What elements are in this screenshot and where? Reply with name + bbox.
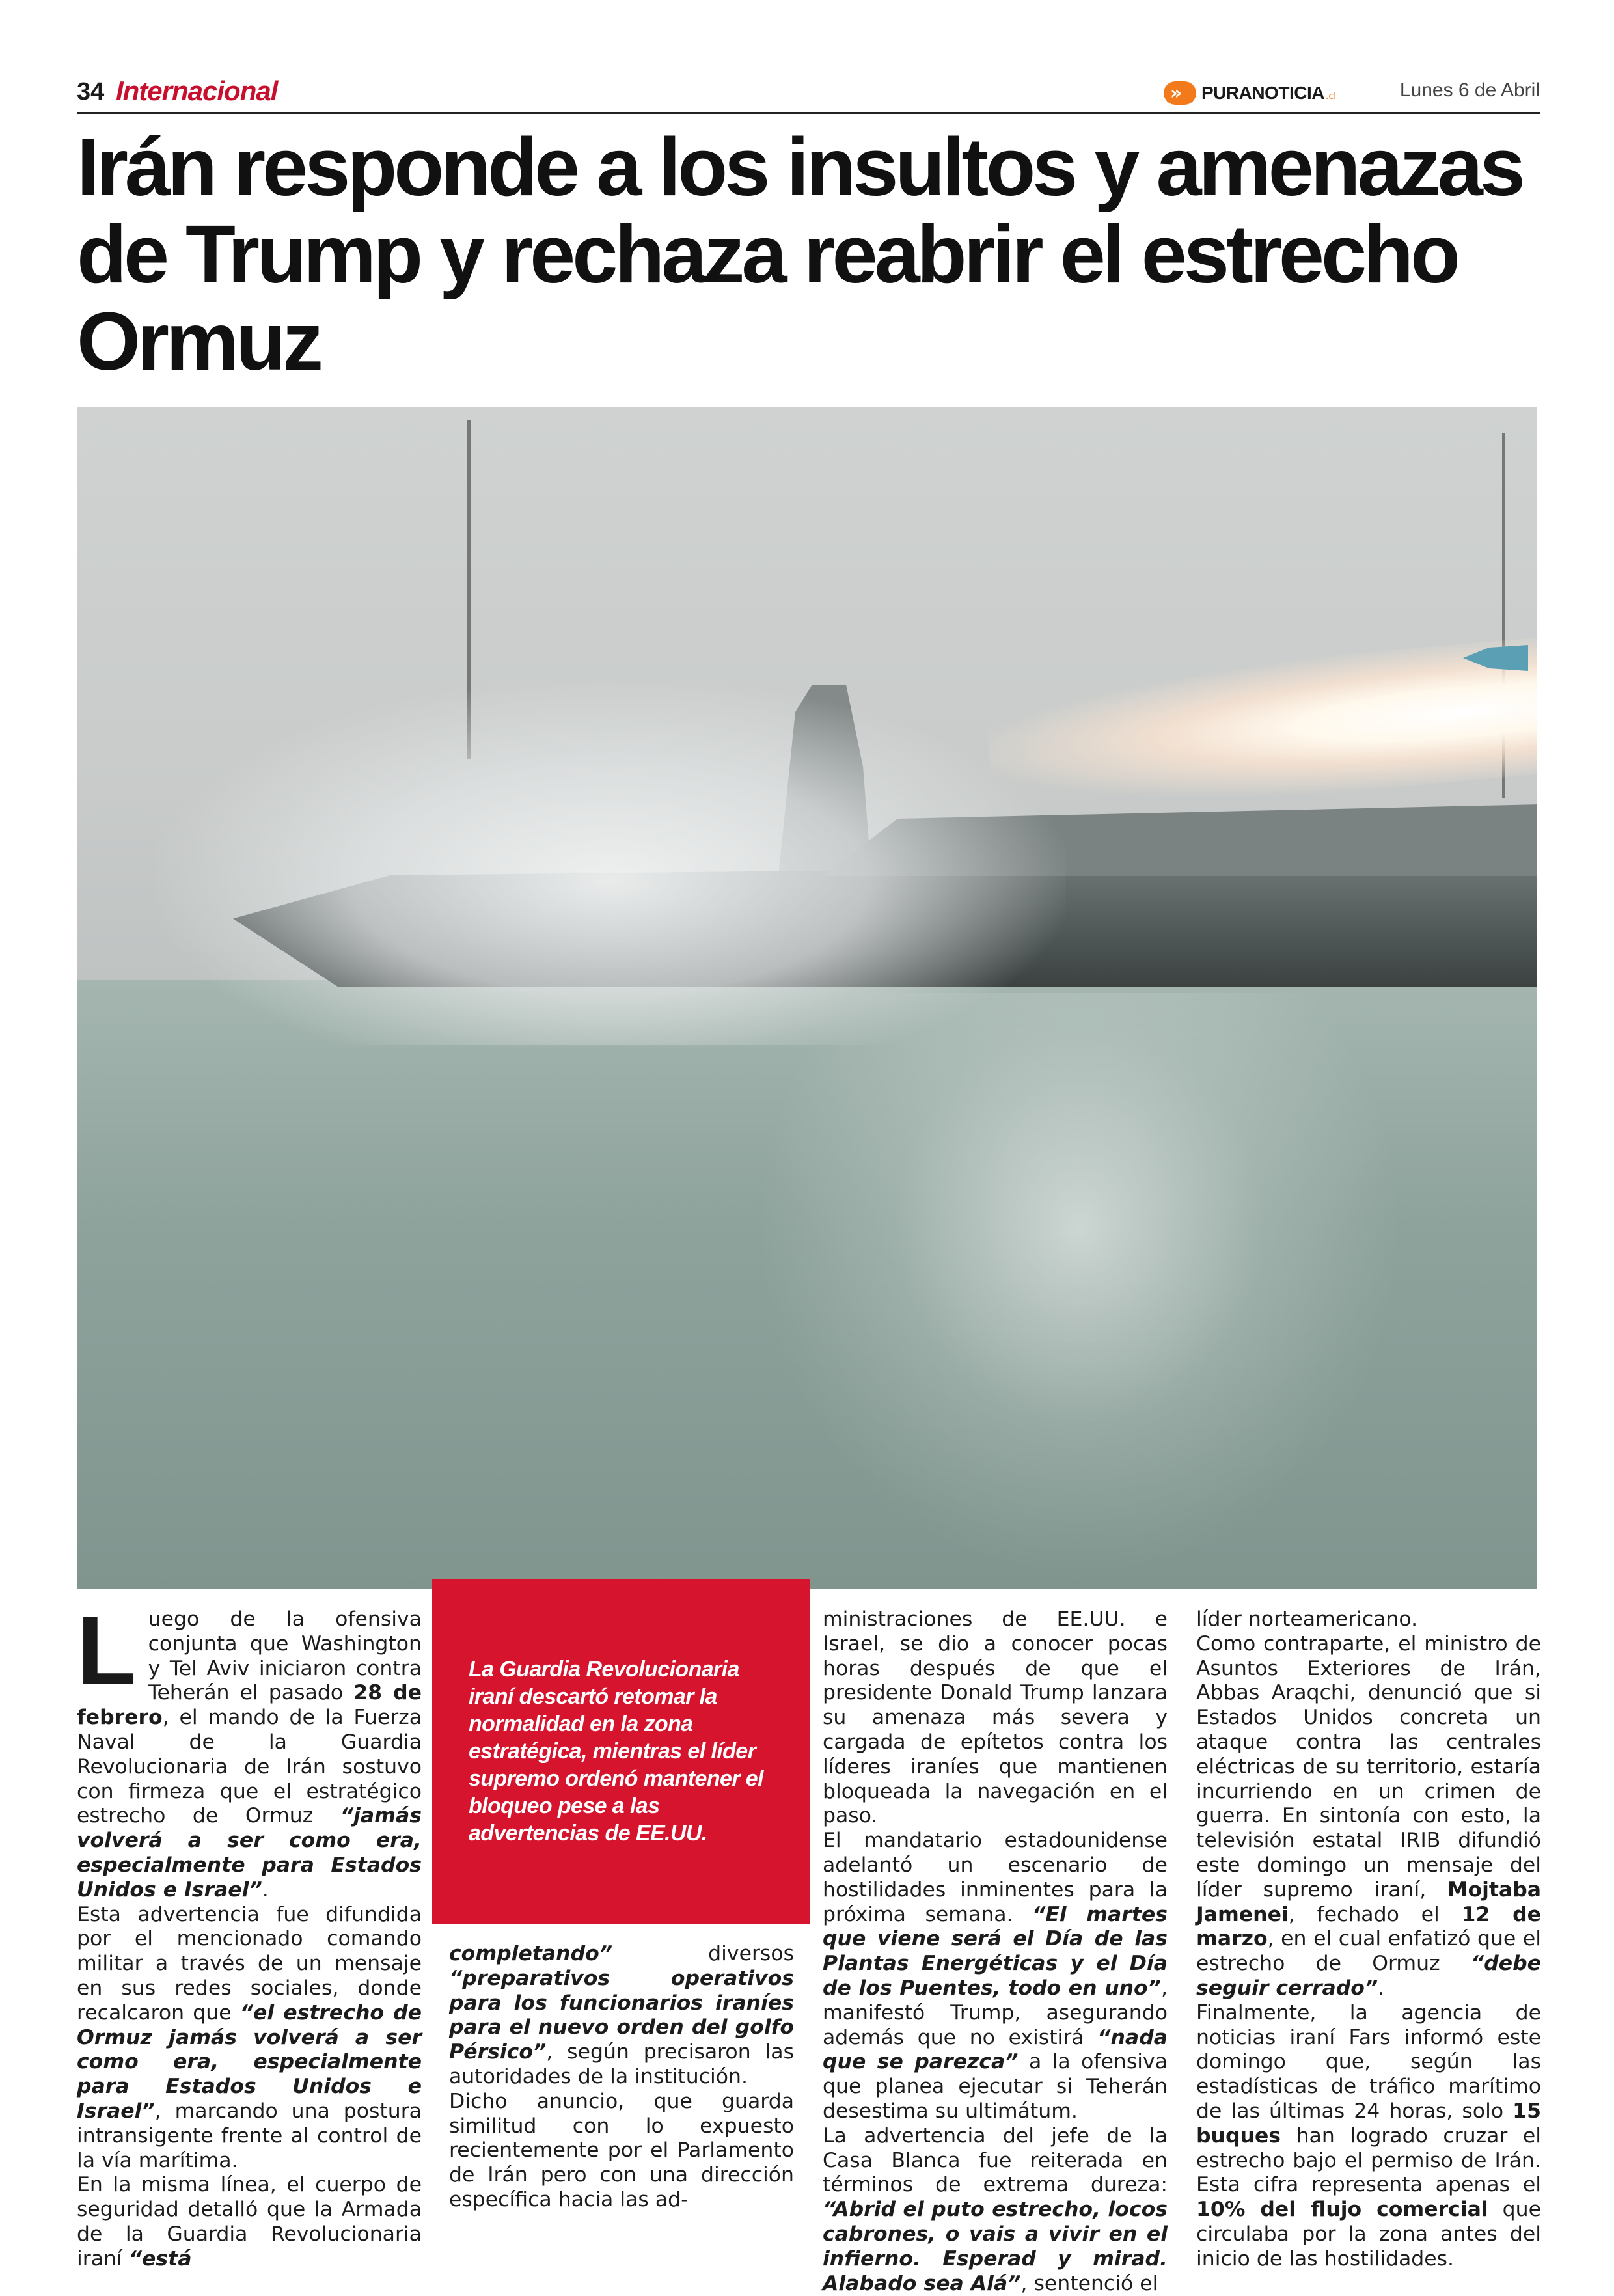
text-run-bold: Mojtaba Jamenei — [1196, 1878, 1541, 1926]
text-run: . — [262, 1878, 269, 1902]
quote-bold: “preparativos operativos para los funcionarios iraníes para el nuevo orden del golfo Pérsico” — [449, 1966, 794, 2064]
quote-bold: “debe seguir cerrado” — [1196, 1952, 1541, 2000]
text-run: diversos — [612, 1942, 794, 1965]
section-label: Internacional — [116, 75, 278, 106]
paragraph — [823, 2124, 1168, 2296]
text-run: Como contraparte, el ministro de Asuntos Exteriores de Irán, Abbas Araqchi, denunció que si Estados Unidos concreta un ataque contra las centrales eléctricas de su territorio, estaría incurriendo en un crimen de guerra. En sintonía con esto, la televisión estatal IRIB difundió este domingo un mensaje del líder supremo iraní, — [1196, 1632, 1541, 1902]
text-run: El mandatario estadounidense adelantó un escenario de hostilidades inminentes para la próxima semana. — [823, 1829, 1168, 1926]
text-run: . — [1378, 1976, 1385, 2000]
text-run: , el mando de la Fuerza Naval de la Guardia Revolucionaria de Irán sostuvo con firmeza que el estratégico estrecho de Ormuz — [77, 1706, 422, 1828]
header-rule — [77, 112, 1540, 114]
body-column-2 — [449, 1942, 794, 2213]
paragraph: líder norteamericano. — [1196, 1607, 1418, 1631]
photo-missile-trail — [983, 637, 1537, 822]
quote-bold: “nada que se parezca” — [823, 2025, 1168, 2074]
text-run-bold: 10% del flujo comercial — [1196, 2198, 1488, 2222]
text-run: La advertencia del jefe de la Casa Blanca fue reiterada en términos de extrema dureza: — [823, 2124, 1168, 2197]
paragraph — [77, 2173, 422, 2271]
paragraph — [823, 1829, 1168, 2124]
text-run: En la misma línea, el cuerpo de seguridad detalló que la Armada de la Guardia Revolucionaria iraní — [77, 2173, 422, 2271]
body-column-3 — [823, 1607, 1168, 2296]
quote-bold: completando” — [449, 1942, 613, 1965]
text-run: uego de la ofensiva conjunta que Washington y Tel Aviv iniciaron contra Teherán el pasado — [148, 1607, 422, 1705]
headline: Irán responde a los insultos y amenazas de Trump y rechaza reabrir el estrecho Ormuz — [77, 121, 1522, 387]
quote-bold: “El martes que viene será el Día de las Plantas Energéticas y el Día de los Puentes, todo en uno” — [823, 1902, 1168, 2000]
paragraph — [1196, 1632, 1541, 2001]
lead-photo — [77, 407, 1537, 1589]
pull-quote-text: La Guardia Revolucionaria iraní descartó retomar la normalidad en la zona estratégica, mientras el líder supremo ordenó mantener el bloqueo pese a las advertencias de EE.UU. — [469, 1657, 763, 1846]
text-run-bold: 15 buques — [1196, 2099, 1541, 2148]
text-run: Finalmente, la agencia de noticias iraní Fars informó este domingo que, según las estadísticas de tráfico marítimo de las últimas 24 horas, solo — [1196, 2001, 1541, 2123]
issue-date: Lunes 6 de Abril — [1399, 79, 1540, 101]
paragraph: ministraciones de EE.UU. e Israel, se dio a conocer pocas horas después de que el presidente Donald Trump lanzara su amenaza más severa y cargada de epítetos contra los líderes iraníes que mantienen bloqueada la navegación en el paso. — [823, 1607, 1168, 1828]
text-run: , marcando una postura intransigente frente al control de la vía marítima. — [77, 2099, 422, 2172]
text-run: a la ofensiva que planea ejecutar si Teherán desestima su ultimátum. — [823, 2050, 1168, 2123]
photo-glare — [754, 993, 1404, 1579]
text-run: , sentenció el — [1020, 2271, 1158, 2295]
text-run: Esta advertencia fue difundida por el mencionado comando militar a través de un mensaje en sus redes sociales, donde recalcaron que — [77, 1902, 422, 2025]
quote-bold: “está — [128, 2247, 192, 2271]
brand-suffix: .cl — [1325, 91, 1336, 102]
photo-smoke — [155, 681, 1066, 1045]
text-run: , manifestó Trump, asegurando además que no existirá — [823, 1976, 1168, 2049]
pull-quote-box — [432, 1579, 810, 1924]
paragraph — [77, 1903, 422, 2174]
drop-cap: L — [77, 1596, 137, 1705]
quote-bold: “Abrid el puto estrecho, locos cabrones, o vais a vivir en el infierno. Esperad y mirad. Alabado sea Alá” — [823, 2198, 1168, 2295]
text-run: , en el cual enfatizó que el estrecho de Ormuz — [1196, 1927, 1541, 1976]
text-run-bold: 28 de febrero — [77, 1681, 422, 1730]
paragraph — [77, 1596, 422, 1903]
text-run: han logrado cruzar el estrecho bajo el permiso de Irán. Esta cifra representa apenas el — [1196, 2124, 1541, 2197]
body-column-4 — [1196, 1607, 1541, 2272]
text-run: , fechado el — [1288, 1902, 1462, 1926]
text-run: , según precisaron las autoridades de la institución. — [449, 2040, 794, 2088]
body-column-1 — [77, 1596, 422, 2272]
text-run-bold: 12 de marzo — [1196, 1902, 1541, 1951]
quote-bold: “el estrecho de Ormuz jamás volverá a ser como era, especialmente para Estados Unidos e Israel” — [77, 2001, 422, 2123]
quote-bold: “jamás volverá a ser como era, especialmente para Estados Unidos e Israel” — [77, 1804, 422, 1902]
paragraph — [449, 1942, 794, 2090]
page-number: 34 — [77, 78, 105, 105]
chevron-right-icon: » — [1164, 81, 1196, 105]
text-run: que circulaba por la zona antes del inicio de las hostilidades. — [1196, 2198, 1541, 2271]
brand-logo — [1164, 78, 1336, 108]
page-header — [77, 73, 1540, 112]
paragraph — [1196, 2001, 1541, 2272]
paragraph: Dicho anuncio, que guarda similitud con lo expuesto recientemente por el Parlamento de Irán pero con una dirección específica hacia las ad- — [449, 2089, 794, 2211]
brand-name: PURANOTICIA — [1201, 83, 1324, 103]
